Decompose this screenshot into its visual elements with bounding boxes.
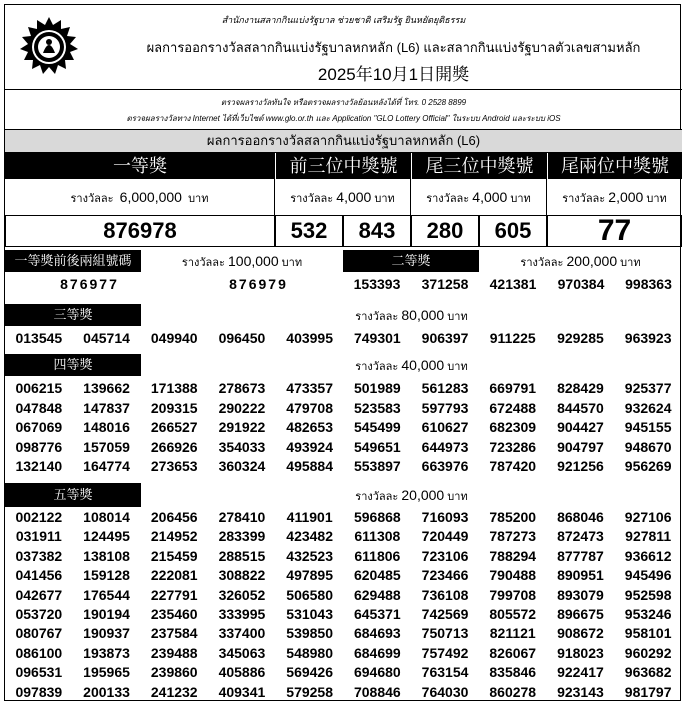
prize-number: 273653 [150,458,198,475]
prize-number: 337400 [218,625,266,642]
prize-number: 288515 [218,547,266,564]
prize-number: 190194 [83,606,130,622]
back3-amount: รางวัลละ 4,000 บาท [411,179,547,215]
fifth-prize-numbers [5,508,682,702]
third-prize-label: 三等獎 [5,304,141,326]
prize-number: 326052 [218,586,266,603]
front3-number-1: 532 [275,215,343,247]
prize-number: 749301 [353,330,401,346]
prize-number: 195965 [83,664,130,681]
prize-number: 844570 [557,399,604,416]
prize-number: 531043 [286,606,333,622]
prize-number: 611806 [354,547,401,564]
prize-number: 283399 [218,528,266,545]
prize-number: 868046 [557,509,604,525]
number-row [5,457,682,476]
prize-number: 278410 [218,509,266,525]
front3-amount: รางวัลละ 4,000 บาท [275,179,411,215]
prize-number: 548980 [286,644,333,661]
number-row [5,605,682,624]
prize-number: 877787 [557,547,604,564]
prize-number: 045714 [83,330,130,346]
prize-number: 553897 [353,458,401,475]
prize-number: 945496 [624,567,672,584]
prize-number: 002122 [15,509,63,525]
prize-number: 936612 [624,547,672,564]
prize-number: 345063 [218,644,266,661]
second-number: 153393 [353,276,401,292]
prize-number: 239860 [150,664,198,681]
prize-number: 644973 [421,438,469,455]
number-row [5,438,682,457]
number-row [5,644,682,663]
prize-number: 911225 [489,330,536,346]
prize-number: 629488 [353,586,401,603]
prize-number: 684693 [353,625,401,642]
prize-number: 013545 [15,330,63,346]
prize-number: 159128 [83,567,130,584]
prize-number: 561283 [421,380,469,396]
prize-number: 501989 [353,380,401,396]
adjacent-number-2: 876979 [229,276,288,292]
prize-number: 908672 [557,625,604,642]
prize-number: 193873 [83,644,130,661]
prize-number: 799708 [489,586,537,603]
prize-number: 164774 [83,458,130,475]
contact-web-line: ตรวจผลรางวัลทาง Internet ได้ที่เว็บไซต์ www.glo.or.th และ Application "GLO Lottery Official" ในระบบ Android และระบบ iOS [126,114,561,123]
prize-number: 291922 [218,419,266,436]
contact-phone-line: ตรวจผลรางวัลทันใจ หรือตรวจผลรางวัลย้อนหลังได้ที่ โทร. 0 2528 8899 [220,98,467,107]
prize-number: 569426 [286,664,333,681]
prize-number: 423482 [286,528,333,545]
prize-number: 596868 [353,509,401,525]
prize-number: 663976 [421,458,469,475]
prize-number: 006215 [15,380,63,396]
prize-number: 597793 [421,399,469,416]
prize-number: 708846 [353,683,401,700]
adjacent-numbers [5,274,343,294]
prize-number: 805572 [489,606,537,622]
prize-number: 645371 [353,606,401,622]
prize-number: 215459 [150,547,198,564]
prize-number: 241232 [150,683,198,700]
prize-number: 493924 [286,438,333,455]
prize-number: 506580 [286,586,333,603]
third-prize-amount: รางวัลละ 80,000 บาท [355,307,468,323]
prize-number: 981797 [624,683,672,700]
prize-number: 963682 [624,664,672,681]
back3-number-2: 605 [479,215,547,247]
prize-number: 096450 [218,330,266,346]
section-banner: ผลการออกรางวัลสลากกินแบ่งรัฐบาลหกหลัก (L6) [5,129,682,153]
prize-number: 952598 [624,586,672,603]
fifth-prize-amount: รางวัลละ 20,000 บาท [355,487,468,503]
prize-number: 278673 [218,380,266,396]
prize-number: 716093 [421,509,469,525]
prize-number: 906397 [421,330,469,346]
prize-number: 925377 [624,380,672,396]
prize-number: 209315 [150,399,198,416]
prize-number: 742569 [421,606,469,622]
prize-number: 148016 [83,419,130,436]
number-row [5,663,682,682]
prize-number: 523583 [353,399,401,416]
results-sheet [4,4,681,701]
prize-number: 290222 [218,399,266,416]
prize-number: 672488 [489,399,537,416]
third-prize-numbers [5,328,682,348]
back3-number-1: 280 [411,215,479,247]
number-row [5,586,682,605]
prize-number: 147837 [83,399,130,416]
front3-label: 前三位中獎號 [275,153,411,179]
prize-number: 927811 [625,528,672,545]
divider [5,89,682,90]
prize-number: 945155 [624,419,672,436]
draw-date: 2025年10月1日開獎 [317,65,470,84]
prize-number: 872473 [557,528,604,545]
prize-number: 042677 [15,586,63,603]
prize-number: 157059 [83,438,130,455]
office-motto: สำนักงานสลากกินแบ่งรัฐบาล ช่วยชาติ เสริมรัฐ ยินหยัดยุติธรรม [221,15,466,25]
prize-number: 097839 [15,683,63,700]
prize-number: 049940 [150,330,198,346]
first-prize-amount: รางวัลละ 6,000,000 บาท [5,179,275,215]
prize-number: 403995 [286,330,333,346]
prize-number: 948670 [624,438,672,455]
second-number: 970384 [557,276,605,292]
prize-number: 086100 [15,644,63,661]
prize-number: 206456 [150,509,198,525]
prize-number: 549651 [353,438,401,455]
prize-number: 750713 [421,625,469,642]
fourth-prize-label: 四等獎 [5,354,141,376]
adjacent-number-1: 876977 [60,276,119,292]
prize-number: 473357 [286,380,333,396]
prize-number: 222081 [150,567,198,584]
prize-number: 723286 [489,438,537,455]
prize-number: 826067 [489,644,537,661]
prize-number: 723106 [421,547,469,564]
second-prize-label: 二等獎 [343,250,479,272]
back2-amount: รางวัลละ 2,000 บาท [562,189,667,205]
prize-number: 432523 [286,547,333,564]
prize-number: 124495 [83,528,130,545]
first-prize-number: 876978 [5,215,275,247]
prize-number: 096531 [15,664,63,681]
prize-number: 409341 [218,683,266,700]
prize-number: 956269 [624,458,672,475]
number-row [5,566,682,585]
prize-number: 720449 [421,528,469,545]
prize-number: 958101 [624,625,672,642]
prize-number: 932624 [624,399,672,416]
prize-number: 953246 [624,606,672,622]
prize-number: 757492 [421,644,469,661]
prize-number: 669791 [489,380,537,396]
prize-number: 360324 [218,458,266,475]
prize-number: 904797 [557,438,604,455]
number-row [5,328,682,348]
first-prize-label: 一等獎 [5,153,275,179]
prize-number: 482653 [286,419,333,436]
prize-number: 890951 [557,567,604,584]
prize-number: 904427 [557,419,604,436]
prize-number: 354033 [218,438,266,455]
prize-number: 694680 [353,664,401,681]
prize-number: 763154 [421,664,469,681]
number-row [5,547,682,566]
adjacent-prize-amount: รางวัลละ 100,000 บาท [181,253,303,269]
prize-number: 545499 [353,419,401,436]
front3-number-2: 843 [343,215,411,247]
prize-number: 790488 [489,567,537,584]
fifth-prize-label: 五等獎 [5,483,141,507]
fourth-prize-amount: รางวัลละ 40,000 บาท [355,357,468,373]
back2-number: 77 [547,215,682,247]
prize-number: 922417 [557,664,604,681]
second-prize-numbers [343,274,682,294]
second-prize-amount: รางวัลละ 200,000 บาท [520,253,641,269]
number-row [5,527,682,546]
second-number: 371258 [421,276,469,292]
prize-number: 214952 [150,528,198,545]
number-row [5,624,682,643]
number-row [5,418,682,437]
fourth-prize-numbers [5,379,682,477]
prize-number: 495884 [286,458,333,475]
second-number: 421381 [489,276,537,292]
prize-number: 927106 [624,509,672,525]
prize-number: 787273 [489,528,537,545]
adjacent-prize-label: 一等獎前後兩組號碼 [5,250,141,272]
number-row [5,379,682,398]
prize-number: 237584 [150,625,198,642]
prize-number: 860278 [489,683,537,700]
prize-number: 171388 [150,380,198,396]
prize-number: 620485 [353,567,401,584]
prize-number: 611308 [354,528,401,545]
prize-number: 835846 [489,664,537,681]
prize-number: 785200 [489,509,537,525]
prize-number: 176544 [83,586,130,603]
page-title: ผลการออกรางวัลสลากกินแบ่งรัฐบาลหกหลัก (L6) และสลากกินแบ่งรัฐบาลตัวเลขสามหลัก [146,40,641,55]
prize-number: 788294 [489,547,537,564]
prize-number: 682309 [489,419,537,436]
second-number: 998363 [625,276,672,292]
prize-number: 579258 [286,683,333,700]
prize-number: 108014 [83,509,130,525]
prize-number: 200133 [83,683,130,700]
prize-number: 610627 [421,419,469,436]
prize-number: 764030 [421,683,469,700]
prize-number: 787420 [489,458,537,475]
prize-number: 929285 [557,330,604,346]
prize-number: 828429 [557,380,604,396]
prize-number: 821121 [489,625,536,642]
prize-number: 037382 [15,547,63,564]
prize-number: 893079 [557,586,604,603]
prize-number: 411901 [286,509,333,525]
prize-number: 041456 [15,567,63,584]
prize-number: 235460 [150,606,198,622]
number-row [5,508,682,527]
prize-number: 053720 [15,606,63,622]
prize-number: 266527 [150,419,198,436]
prize-number: 266926 [150,438,198,455]
prize-number: 139662 [83,380,130,396]
prize-number: 080767 [15,625,63,642]
back2-label: 尾兩位中獎號 [547,153,682,179]
prize-number: 921256 [557,458,604,475]
prize-number: 067069 [15,419,63,436]
prize-number: 405886 [218,664,266,681]
prize-number: 132140 [15,458,63,475]
prize-number: 047848 [15,399,63,416]
prize-number: 963923 [624,330,672,346]
prize-number: 923143 [557,683,604,700]
prize-number: 497895 [286,567,333,584]
prize-number: 918023 [557,644,604,661]
number-row [5,683,682,702]
prize-number: 960292 [624,644,672,661]
number-row [5,399,682,418]
prize-number: 333995 [218,606,266,622]
prize-number: 031911 [15,528,62,545]
prize-number: 227791 [150,586,198,603]
prize-number: 723466 [421,567,469,584]
prize-number: 539850 [286,625,333,642]
prize-number: 736108 [421,586,469,603]
prize-number: 239488 [150,644,198,661]
prize-number: 479708 [286,399,333,416]
back3-label: 尾三位中獎號 [411,153,547,179]
prize-number: 308822 [218,567,266,584]
prize-number: 138108 [83,547,130,564]
prize-number: 896675 [557,606,604,622]
prize-number: 098776 [15,438,63,455]
prize-number: 684699 [353,644,401,661]
prize-number: 190937 [83,625,130,642]
